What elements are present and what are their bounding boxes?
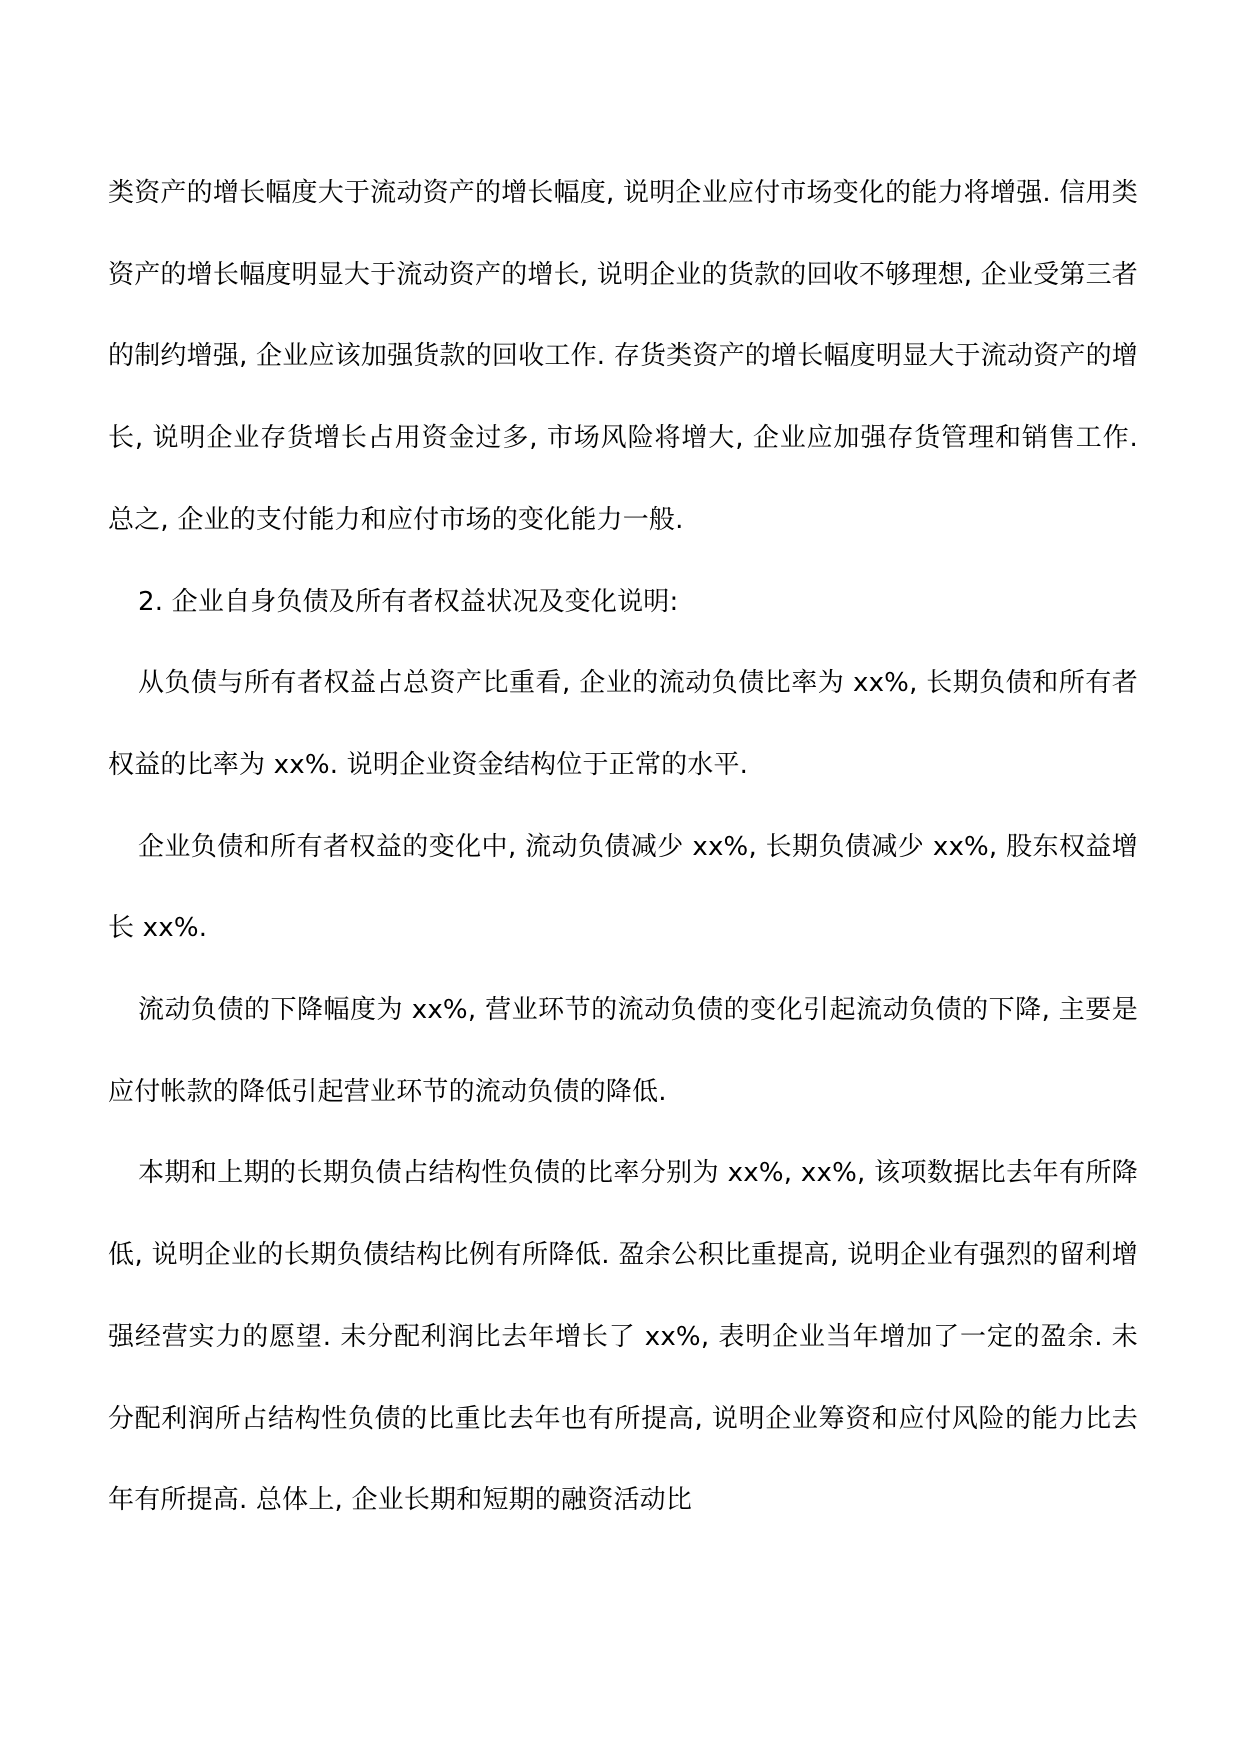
paragraph-current-liability-decline: 流动负债的下降幅度为 xx%, 营业环节的流动负债的变化引起流动负债的下降, 主要是应付帐款的降低引起营业环节的流动负债的降低. — [108, 995, 1138, 1107]
paragraph-long-term-liability: 本期和上期的长期负债占结构性负债的比率分别为 xx%, xx%, 该项数据比去年有所降低, 说明企业的长期负债结构比例有所降低. 盈余公积比重提高, 说明企业有强烈的留利增强经营实力的愿望. 未分配利润比去年增长了 xx%, 表明企业当年增加了一定的盈余. 未分配利润所占结构性负债的比重比去年也有所提高, 说明企业筹资和应付风险的能力比去年有所提高. 总体上, 企业长期和短期的融资活动比 — [108, 1158, 1138, 1516]
paragraph-asset-growth: 类资产的增长幅度大于流动资产的增长幅度, 说明企业应付市场变化的能力将增强. 信用类资产的增长幅度明显大于流动资产的增长, 说明企业的货款的回收不够理想, 企业受第三者的制约增强, 企业应该加强货款的回收工作. 存货类资产的增长幅度明显大于流动资产的增长, 说明企业存货增长占用资金过多, 市场风险将增大, 企业应加强存货管理和销售工作. 总之, 企业的支付能力和应付市场的变化能力一般. — [108, 178, 1138, 535]
section-heading-liabilities: 2. 企业自身负债及所有者权益状况及变化说明: — [138, 586, 679, 617]
document-page — [108, 153, 1138, 1542]
paragraph-liability-ratio: 从负债与所有者权益占总资产比重看, 企业的流动负债比率为 xx%, 长期负债和所有者权益的比率为 xx%. 说明企业资金结构位于正常的水平. — [108, 668, 1138, 780]
paragraph-liability-change: 企业负债和所有者权益的变化中, 流动负债减少 xx%, 长期负债减少 xx%, 股东权益增长 xx%. — [108, 831, 1138, 944]
